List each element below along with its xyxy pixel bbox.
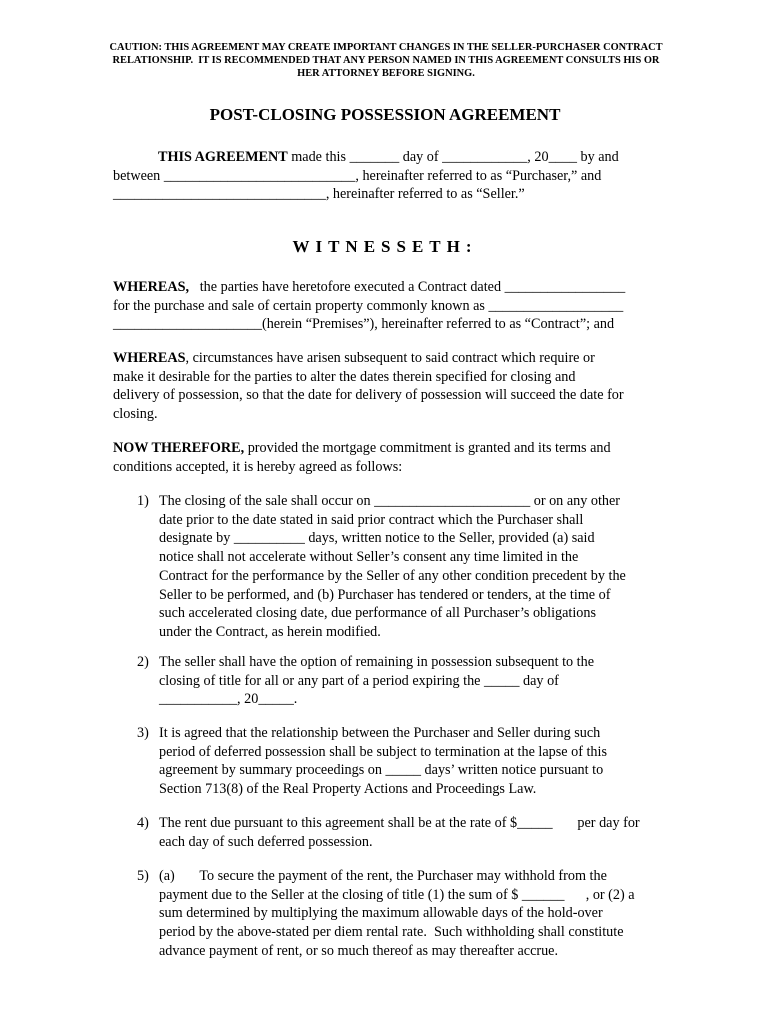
- clause-number: 4): [137, 815, 149, 831]
- clause-number: 1): [137, 493, 149, 509]
- now-therefore-line: conditions accepted, it is hereby agreed as follows:: [113, 458, 403, 475]
- clause-5: [137, 867, 657, 961]
- witnesseth-heading: WITNESSETH:: [292, 237, 478, 256]
- clause-line: The closing of the sale shall occur on ______________________ or on any other: [159, 493, 621, 509]
- clause-line: The rent due pursuant to this agreement shall be at the rate of $_____ per day for: [159, 815, 640, 831]
- whereas-line: for the purchase and sale of certain property commonly known as ___________________: [113, 297, 624, 314]
- clause-line: sum determined by multiplying the maximum allowable days of the hold-over: [159, 905, 603, 922]
- clause-line: The seller shall have the option of remaining in possession subsequent to the: [159, 654, 594, 670]
- clause-line: advance payment of rent, or so much thereof as may thereafter accrue.: [159, 942, 559, 959]
- now-therefore-paragraph: [113, 439, 653, 476]
- clause-line: closing of title for all or any part of a period expiring the _____ day of: [159, 672, 559, 689]
- caution-notice: [108, 41, 664, 80]
- clause-line: such accelerated closing date, due performance of all Purchaser’s obligations: [159, 605, 597, 622]
- whereas-lead: WHEREAS: [113, 350, 186, 366]
- clause-number: 3): [137, 725, 149, 741]
- whereas-line: [113, 278, 653, 297]
- intro-line: [113, 148, 653, 167]
- whereas-line: [113, 349, 653, 368]
- whereas-line: make it desirable for the parties to alter the dates therein specified for closing and: [113, 368, 576, 385]
- whereas-line: _____________________(herein “Premises”), hereinafter referred to as “Contract”; and: [113, 316, 615, 333]
- clause-4: [137, 814, 657, 851]
- clause-line: ___________, 20_____.: [159, 691, 298, 708]
- intro-text: made this _______ day of ____________, 20____ by and: [287, 149, 619, 165]
- clause-line: It is agreed that the relationship between the Purchaser and Seller during such: [159, 725, 601, 741]
- clause-line: Section 713(8) of the Real Property Actions and Proceedings Law.: [159, 781, 537, 798]
- clause-line: Contract for the performance by the Seller of any other condition precedent by the: [159, 567, 626, 584]
- clause-line: notice shall not accelerate without Seller’s consent any time limited in the: [159, 549, 579, 566]
- intro-line: between ___________________________, hereinafter referred to as “Purchaser,” and: [113, 167, 602, 184]
- intro-line: ______________________________, hereinafter referred to as “Seller.”: [113, 186, 525, 203]
- clause-number: 5): [137, 868, 149, 884]
- now-therefore-text: provided the mortgage commitment is granted and its terms and: [244, 440, 611, 456]
- whereas-lead: WHEREAS,: [113, 279, 190, 295]
- clause-line: designate by __________ days, written notice to the Seller, provided (a) said: [159, 530, 595, 547]
- clause-line: payment due to the Seller at the closing of title (1) the sum of $ ______ , or (2) a: [159, 886, 635, 903]
- clause-line: period by the above-stated per diem rental rate. Such withholding shall constitute: [159, 924, 624, 941]
- now-therefore-lead: NOW THEREFORE,: [113, 440, 245, 456]
- whereas-text: the parties have heretofore executed a Contract dated _________________: [189, 279, 626, 295]
- clause-line: period of deferred possession shall be subject to termination at the lapse of this: [159, 743, 607, 760]
- clause-line: agreement by summary proceedings on _____ days’ written notice pursuant to: [159, 762, 604, 779]
- whereas-line: delivery of possession, so that the date for delivery of possession will succeed the date for: [113, 387, 624, 404]
- clause-number: 2): [137, 654, 149, 670]
- intro-lead: THIS AGREEMENT: [158, 149, 288, 165]
- clause-line: under the Contract, as herein modified.: [159, 623, 381, 640]
- clause-line: Seller to be performed, and (b) Purchaser has tendered or tenders, at the time of: [159, 586, 611, 603]
- clause-1: [137, 492, 657, 642]
- whereas-text: , circumstances have arisen subsequent to said contract which require or: [185, 350, 595, 366]
- clause-2: [137, 653, 657, 709]
- clause-line: each day of such deferred possession.: [159, 833, 373, 850]
- caution-line: HER ATTORNEY BEFORE SIGNING.: [297, 68, 475, 79]
- intro-paragraph: [113, 148, 653, 204]
- clause-line: date prior to the date stated in said prior contract which the Purchaser shall: [159, 511, 584, 528]
- whereas-paragraph-1: [113, 278, 653, 334]
- whereas-paragraph-2: [113, 349, 653, 424]
- clause-line: (a) To secure the payment of the rent, the Purchaser may withhold from the: [159, 868, 607, 884]
- caution-line: CAUTION: THIS AGREEMENT MAY CREATE IMPORTANT CHANGES IN THE SELLER-PURCHASER CONTRACT: [109, 42, 663, 53]
- clause-3: [137, 724, 657, 799]
- whereas-line: closing.: [113, 406, 158, 423]
- document-title: POST-CLOSING POSSESSION AGREEMENT: [209, 105, 561, 124]
- now-therefore-line: [113, 439, 653, 458]
- caution-line: RELATIONSHIP. IT IS RECOMMENDED THAT ANY PERSON NAMED IN THIS AGREEMENT CONSULTS HIS OR: [112, 55, 660, 66]
